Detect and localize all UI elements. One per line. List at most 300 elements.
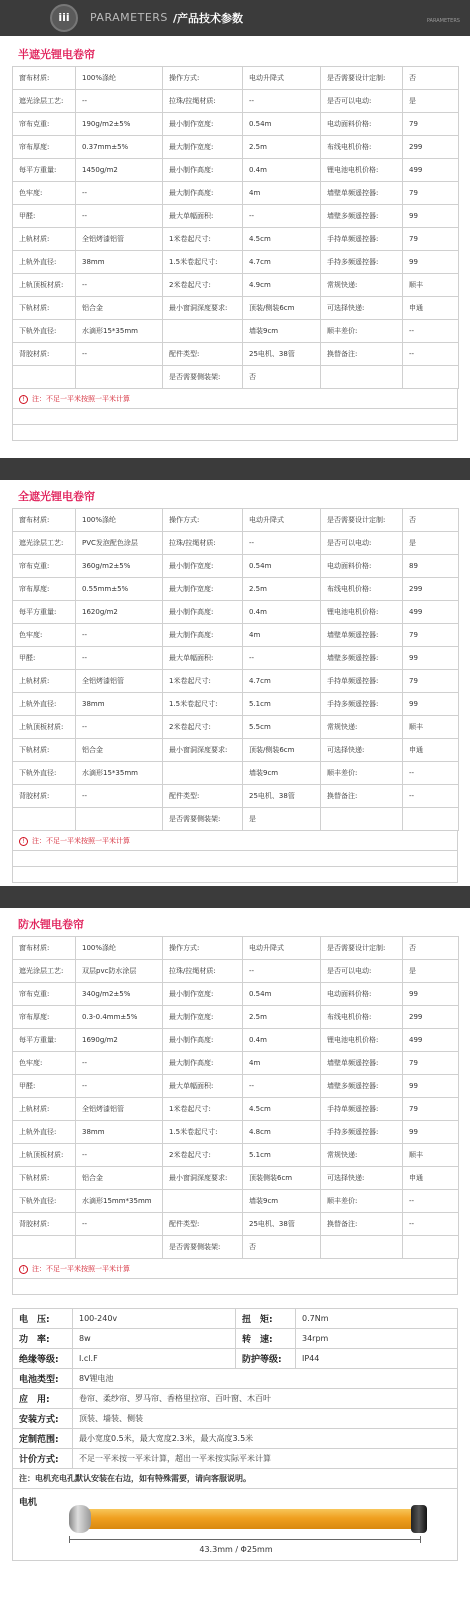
table-cell: 帘布克重: [13, 113, 76, 136]
table-row [13, 1449, 458, 1469]
table-row [13, 343, 459, 366]
table-cell: -- [76, 1213, 163, 1236]
blank-row [12, 867, 458, 883]
section-title: 半遮光锂电卷帘 [18, 48, 95, 61]
table-cell: -- [243, 960, 321, 983]
table-cell: 电动面料价格: [321, 113, 403, 136]
table-cell: 下轨材质: [13, 297, 76, 320]
note-row [12, 831, 458, 851]
table-cell: 墙壁多频遥控器: [321, 205, 403, 228]
table-cell: 上轨顶板材质: [13, 716, 76, 739]
table-cell: 每平方重量: [13, 601, 76, 624]
table-cell: 79 [403, 182, 459, 205]
table-row [13, 1121, 459, 1144]
table-cell: 79 [403, 670, 459, 693]
insulation-value: I.cl.F [73, 1349, 236, 1369]
table-cell: 换替备注: [321, 1213, 403, 1236]
table-cell: 是否需要侧装架: [163, 366, 243, 389]
section-divider [0, 886, 470, 908]
table-cell: 下轨外直径: [13, 762, 76, 785]
table-row [13, 1409, 458, 1429]
table-cell: 4.8cm [243, 1121, 321, 1144]
table-cell: 38mm [76, 1121, 163, 1144]
table-row [13, 601, 459, 624]
table-cell: 499 [403, 1029, 459, 1052]
table-cell: 可选择快递: [321, 739, 403, 762]
insulation-label: 绝缘等级: [13, 1349, 73, 1369]
table-cell: 色牢度: [13, 1052, 76, 1075]
table-row [13, 739, 459, 762]
table-cell: 全铝烤漆铝管 [76, 228, 163, 251]
range-label: 定制范围: [13, 1429, 73, 1449]
table-cell: 下轨外直径: [13, 320, 76, 343]
table-cell: 最大制作高度: [163, 182, 243, 205]
table-cell: 下轨外直径: [13, 1190, 76, 1213]
table-cell: 顺丰 [403, 274, 459, 297]
pricing-label: 计价方式: [13, 1449, 73, 1469]
table-row [13, 251, 459, 274]
table-row [13, 647, 459, 670]
table-cell [76, 1236, 163, 1259]
table-cell: 顶装/侧装6cm [243, 739, 321, 762]
table-cell: 否 [243, 366, 321, 389]
table-cell: 最大制作宽度: [163, 578, 243, 601]
table-cell: 1.5米卷起尺寸: [163, 1121, 243, 1144]
table-cell: 否 [403, 67, 459, 90]
table-cell: 电动面料价格: [321, 983, 403, 1006]
table-cell: 是否需要设计定制: [321, 937, 403, 960]
table-cell [76, 808, 163, 831]
table-cell: 25电机、38管 [243, 785, 321, 808]
table-cell: 背胶材质: [13, 785, 76, 808]
dimension-line [69, 1539, 421, 1540]
motor-image-label: 电机 [19, 1498, 38, 1508]
table-cell: 上轨材质: [13, 228, 76, 251]
table-cell: 顶装/侧装6cm [243, 297, 321, 320]
motor-spec-block [12, 1308, 458, 1561]
table-cell: -- [76, 1144, 163, 1167]
table-cell: 下轨材质: [13, 1167, 76, 1190]
blank-row [12, 425, 458, 441]
table-row [13, 1190, 459, 1213]
table-cell: 99 [403, 205, 459, 228]
table-cell: 5.1cm [243, 1144, 321, 1167]
table-cell: -- [403, 762, 459, 785]
warning-icon: ! [19, 395, 28, 404]
table-cell [13, 366, 76, 389]
table-cell: 帘布克重: [13, 983, 76, 1006]
table-cell: PVC发泡配色涂层 [76, 532, 163, 555]
table-row [13, 1329, 458, 1349]
table-cell: 1米卷起尺寸: [163, 228, 243, 251]
table-row [13, 1429, 458, 1449]
table-cell: -- [76, 182, 163, 205]
table-cell: 色牢度: [13, 182, 76, 205]
table-cell: 最小制作高度: [163, 159, 243, 182]
table-cell: -- [76, 343, 163, 366]
table-cell: 是 [243, 808, 321, 831]
table-cell: 4m [243, 182, 321, 205]
table-cell: -- [403, 320, 459, 343]
note-row [12, 1259, 458, 1279]
table-cell: -- [243, 1075, 321, 1098]
table-cell: -- [76, 90, 163, 113]
table-cell: 手持单频遥控器: [321, 1098, 403, 1121]
table-cell: 0.3-0.4mm±5% [76, 1006, 163, 1029]
table-cell: 100%涤纶 [76, 937, 163, 960]
table-row [13, 1052, 459, 1075]
motor-end-cap-left [69, 1505, 91, 1533]
table-row [13, 67, 459, 90]
table-row [13, 1236, 459, 1259]
table-row [13, 1369, 458, 1389]
section-divider [0, 458, 470, 480]
table-cell: -- [76, 1052, 163, 1075]
table-cell: 帘布厚度: [13, 1006, 76, 1029]
note-text: 注：不足一平米按照一平米计算 [32, 1265, 130, 1273]
table-cell [321, 808, 403, 831]
torque-label: 扭 矩: [236, 1309, 296, 1329]
table-cell: 99 [403, 251, 459, 274]
table-row [13, 1029, 459, 1052]
table-row [13, 960, 459, 983]
speed-label: 转 速: [236, 1329, 296, 1349]
table-cell: -- [76, 716, 163, 739]
table-cell: 顶装侧装6cm [243, 1167, 321, 1190]
table-cell: 换替备注: [321, 785, 403, 808]
table-cell: 申通 [403, 739, 459, 762]
table-cell: 下轨材质: [13, 739, 76, 762]
range-value: 最小宽度0.5米，最大宽度2.3米，最大高度3.5米 [73, 1429, 458, 1449]
table-cell: 遮光涂层工艺: [13, 90, 76, 113]
table-cell: 最小制作宽度: [163, 983, 243, 1006]
table-cell: 墙装9cm [243, 762, 321, 785]
table-cell: 墙装9cm [243, 1190, 321, 1213]
table-cell: 4.9cm [243, 274, 321, 297]
section-title: 全遮光锂电卷帘 [18, 490, 95, 503]
table-cell: 全铝烤漆铝管 [76, 1098, 163, 1121]
table-cell [13, 808, 76, 831]
table-cell: 是 [403, 532, 459, 555]
section-title: 防水锂电卷帘 [18, 918, 84, 931]
table-cell: 配件类型: [163, 1213, 243, 1236]
table-cell: 最大制作高度: [163, 624, 243, 647]
table-cell: 100%涤纶 [76, 509, 163, 532]
battery-label: 电池类型: [13, 1369, 73, 1389]
table-row [13, 937, 459, 960]
table-row [13, 532, 459, 555]
table-row [13, 1309, 458, 1329]
table-cell: 帘布厚度: [13, 578, 76, 601]
table-row [13, 1469, 458, 1489]
table-cell: -- [76, 205, 163, 228]
table-cell: 水滴形15*35mm [76, 762, 163, 785]
table-cell: 墙壁单频遥控器: [321, 1052, 403, 1075]
table-cell: -- [76, 647, 163, 670]
table-cell: 1450g/m2 [76, 159, 163, 182]
table-cell: 79 [403, 228, 459, 251]
table-cell [321, 1236, 403, 1259]
table-cell: 0.4m [243, 159, 321, 182]
spec-table [12, 66, 459, 389]
warning-icon: ! [19, 837, 28, 846]
table-cell: 帘布厚度: [13, 136, 76, 159]
table-cell: 帘布克重: [13, 555, 76, 578]
table-cell: -- [403, 1190, 459, 1213]
table-row [13, 670, 459, 693]
table-cell: 1.5米卷起尺寸: [163, 693, 243, 716]
table-row [13, 785, 459, 808]
table-cell: 拉珠/拉绳材质: [163, 90, 243, 113]
table-cell: 89 [403, 555, 459, 578]
table-cell: 墙壁单频遥控器: [321, 624, 403, 647]
table-cell: 4.5cm [243, 1098, 321, 1121]
table-cell [403, 808, 459, 831]
table-cell: 上轨顶板材质: [13, 274, 76, 297]
table-cell: 色牢度: [13, 624, 76, 647]
table-cell: 每平方重量: [13, 1029, 76, 1052]
blank-row [12, 1279, 458, 1295]
table-cell: 布线电机价格: [321, 1006, 403, 1029]
table-cell: -- [76, 274, 163, 297]
table-cell: 是否需要设计定制: [321, 67, 403, 90]
table-cell [163, 320, 243, 343]
table-cell: 墙装9cm [243, 320, 321, 343]
table-cell: -- [76, 1075, 163, 1098]
table-cell: 手持多频遥控器: [321, 251, 403, 274]
table-cell [163, 762, 243, 785]
table-row [13, 762, 459, 785]
note-text: 注：不足一平米按照一平米计算 [32, 837, 130, 845]
table-cell: 申通 [403, 297, 459, 320]
table-cell [403, 366, 459, 389]
table-cell: 遮光涂层工艺: [13, 960, 76, 983]
table-cell: 99 [403, 693, 459, 716]
table-cell: 是 [403, 90, 459, 113]
table-cell: 最大制作高度: [163, 1052, 243, 1075]
motor-spec-table [12, 1308, 458, 1489]
table-cell: 0.54m [243, 983, 321, 1006]
table-cell: 299 [403, 1006, 459, 1029]
table-cell: 0.37mm±5% [76, 136, 163, 159]
table-cell: 常规快递: [321, 1144, 403, 1167]
table-row [13, 1349, 458, 1369]
table-cell: 2.5m [243, 136, 321, 159]
table-cell: 299 [403, 136, 459, 159]
table-cell: 最大单幅面积: [163, 647, 243, 670]
table-cell: 申通 [403, 1167, 459, 1190]
blank-row [12, 409, 458, 425]
table-cell: 4m [243, 624, 321, 647]
note-row [12, 389, 458, 409]
table-cell: 4.5cm [243, 228, 321, 251]
table-cell: -- [243, 532, 321, 555]
table-cell: 1米卷起尺寸: [163, 1098, 243, 1121]
table-cell: 操作方式: [163, 67, 243, 90]
application-label: 应 用: [13, 1389, 73, 1409]
table-cell: 锂电池电机价格: [321, 1029, 403, 1052]
table-row [13, 159, 459, 182]
table-row [13, 509, 459, 532]
parameters-logo: iii [50, 4, 78, 32]
table-cell: 0.54m [243, 555, 321, 578]
table-cell: 窗布材质: [13, 67, 76, 90]
table-cell: 铝合金 [76, 1167, 163, 1190]
table-row [13, 274, 459, 297]
table-cell: 79 [403, 113, 459, 136]
table-cell: 铝合金 [76, 739, 163, 762]
table-row [13, 136, 459, 159]
table-cell: 最小窗洞深度要求: [163, 297, 243, 320]
table-cell: 0.4m [243, 601, 321, 624]
table-cell [403, 1236, 459, 1259]
table-cell: 手持多频遥控器: [321, 1121, 403, 1144]
table-cell: 2米卷起尺寸: [163, 716, 243, 739]
table-row [13, 1389, 458, 1409]
table-cell: 锂电池电机价格: [321, 159, 403, 182]
table-cell: 墙壁多频遥控器: [321, 1075, 403, 1098]
table-cell: 25电机、38管 [243, 1213, 321, 1236]
table-cell: 最小窗洞深度要求: [163, 1167, 243, 1190]
table-cell: 甲醛: [13, 205, 76, 228]
table-cell: -- [403, 785, 459, 808]
table-cell: 99 [403, 1075, 459, 1098]
table-cell: 99 [403, 1121, 459, 1144]
table-row [13, 716, 459, 739]
table-cell: 最小窗洞深度要求: [163, 739, 243, 762]
table-row [13, 297, 459, 320]
table-cell [321, 366, 403, 389]
install-value: 顶装、墙装、侧装 [73, 1409, 458, 1429]
table-row [13, 1006, 459, 1029]
table-cell: 全铝烤漆铝管 [76, 670, 163, 693]
table-cell: 顺丰差价: [321, 1190, 403, 1213]
power-label: 功 率: [13, 1329, 73, 1349]
table-cell: 否 [403, 937, 459, 960]
voltage-label: 电 压: [13, 1309, 73, 1329]
table-cell: 常规快递: [321, 716, 403, 739]
table-cell: 38mm [76, 693, 163, 716]
table-cell: 最大单幅面积: [163, 1075, 243, 1098]
table-cell: 2.5m [243, 1006, 321, 1029]
table-cell: 4m [243, 1052, 321, 1075]
table-cell: 25电机、38管 [243, 343, 321, 366]
table-cell: 499 [403, 601, 459, 624]
table-cell: -- [403, 343, 459, 366]
table-row [13, 1098, 459, 1121]
table-cell: 79 [403, 624, 459, 647]
table-cell [13, 1236, 76, 1259]
table-cell: 水滴形15mm*35mm [76, 1190, 163, 1213]
table-cell: 电动升降式 [243, 67, 321, 90]
table-cell: 窗布材质: [13, 937, 76, 960]
table-cell: 顺丰差价: [321, 762, 403, 785]
table-cell: 1690g/m2 [76, 1029, 163, 1052]
table-cell: 79 [403, 1098, 459, 1121]
table-cell: 每平方重量: [13, 159, 76, 182]
protection-value: IP44 [296, 1349, 458, 1369]
table-cell: -- [76, 624, 163, 647]
table-cell: 最小制作高度: [163, 601, 243, 624]
table-cell: 顺丰 [403, 716, 459, 739]
table-cell: 甲醛: [13, 647, 76, 670]
table-cell: 拉珠/拉绳材质: [163, 532, 243, 555]
header-title-cn: /产品技术参数 [173, 12, 244, 25]
table-cell: -- [403, 1213, 459, 1236]
table-cell: 顺丰差价: [321, 320, 403, 343]
table-row [13, 90, 459, 113]
table-cell: 配件类型: [163, 343, 243, 366]
table-cell: 上轨顶板材质: [13, 1144, 76, 1167]
table-cell: 0.55mm±5% [76, 578, 163, 601]
table-cell: 手持多频遥控器: [321, 693, 403, 716]
table-row [13, 1167, 459, 1190]
motor-image-panel [12, 1489, 458, 1561]
table-row [13, 578, 459, 601]
motor-note: 注：电机充电孔默认安装在右边，如有特殊需要，请向客服说明。 [13, 1469, 458, 1489]
table-cell: 上轨外直径: [13, 1121, 76, 1144]
table-cell: 墙壁单频遥控器: [321, 182, 403, 205]
table-cell: 499 [403, 159, 459, 182]
table-row [13, 983, 459, 1006]
table-cell: 布线电机价格: [321, 136, 403, 159]
pricing-value: 不足一平米按一平米计算，超出一平米按实际平米计算 [73, 1449, 458, 1469]
table-row [13, 1075, 459, 1098]
table-cell: 4.7cm [243, 251, 321, 274]
table-cell: 340g/m2±5% [76, 983, 163, 1006]
spec-section [12, 486, 458, 883]
table-cell: 上轨外直径: [13, 693, 76, 716]
table-row [13, 228, 459, 251]
table-cell: 0.54m [243, 113, 321, 136]
table-cell: -- [243, 90, 321, 113]
table-cell: 2米卷起尺寸: [163, 274, 243, 297]
table-cell [76, 366, 163, 389]
table-cell: 190g/m2±5% [76, 113, 163, 136]
table-cell: 上轨材质: [13, 1098, 76, 1121]
motor-tube-image [85, 1509, 417, 1529]
table-row [13, 1213, 459, 1236]
spec-table [12, 508, 459, 831]
table-cell: 79 [403, 1052, 459, 1075]
header-title-en: PARAMETERS [90, 11, 168, 24]
table-cell: 最小制作宽度: [163, 113, 243, 136]
table-row [13, 366, 459, 389]
spec-section [12, 44, 458, 441]
table-cell: 可选择快递: [321, 297, 403, 320]
spec-section [12, 914, 458, 1295]
table-cell: 配件类型: [163, 785, 243, 808]
table-cell: 是 [403, 960, 459, 983]
table-row [13, 205, 459, 228]
table-cell: 上轨外直径: [13, 251, 76, 274]
table-cell: 电动升降式 [243, 509, 321, 532]
table-cell: 布线电机价格: [321, 578, 403, 601]
table-cell: 38mm [76, 251, 163, 274]
table-cell: 最小制作宽度: [163, 555, 243, 578]
header-right-label: PARAMETERS [426, 18, 460, 24]
table-cell: 铝合金 [76, 297, 163, 320]
table-cell [163, 1190, 243, 1213]
application-value: 卷帘、柔纱帘、罗马帘、香格里拉帘、百叶窗、木百叶 [73, 1389, 458, 1409]
page-header [0, 0, 470, 36]
table-cell: 换替备注: [321, 343, 403, 366]
table-cell: 99 [403, 647, 459, 670]
battery-value: 8V锂电池 [73, 1369, 458, 1389]
table-cell: 拉珠/拉绳材质: [163, 960, 243, 983]
table-cell: 360g/m2±5% [76, 555, 163, 578]
table-cell: 双层pvc防水涂层 [76, 960, 163, 983]
